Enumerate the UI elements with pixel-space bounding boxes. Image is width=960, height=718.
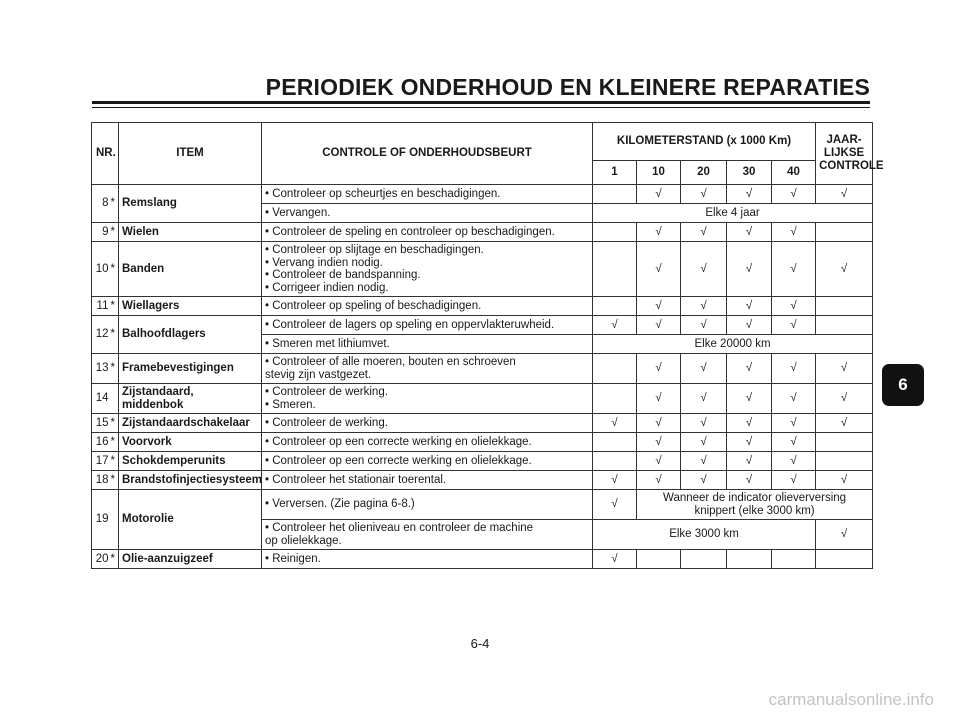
check-mark: [816, 433, 873, 452]
check-mark: √: [637, 414, 681, 433]
check-mark: √: [681, 316, 727, 335]
check-mark: √: [681, 414, 727, 433]
row-marker: [109, 384, 119, 414]
check-mark: [593, 185, 637, 204]
check-mark: √: [637, 316, 681, 335]
row-check: • Controleer op een correcte werking en olielekkage.: [262, 433, 593, 452]
header-check: CONTROLE OF ONDERHOUDSBEURT: [262, 123, 593, 185]
maintenance-table: [91, 122, 884, 569]
check-mark: [816, 316, 873, 335]
watermark: carmanualsonline.info: [768, 690, 934, 709]
row-item: Banden: [119, 242, 262, 297]
row-check: • Controleer het stationair toerental.: [262, 471, 593, 490]
row-item: Framebevestigingen: [119, 354, 262, 384]
chapter-tab-label: 6: [898, 375, 908, 394]
check-mark: [816, 452, 873, 471]
row-check: • Controleer de werking. • Smeren.: [262, 384, 593, 414]
row-marker: *: [109, 223, 119, 242]
interval-note: Elke 4 jaar: [593, 204, 873, 223]
row-number: 14: [92, 384, 109, 414]
check-mark: √: [637, 471, 681, 490]
check-mark: √: [816, 242, 873, 297]
row-number: 12: [92, 316, 109, 354]
row-number: 9: [92, 223, 109, 242]
check-mark: √: [816, 354, 873, 384]
check-mark: √: [772, 433, 816, 452]
check-mark: √: [637, 354, 681, 384]
check-mark: [681, 550, 727, 569]
chapter-tab[interactable]: [882, 364, 924, 406]
row-number: 16: [92, 433, 109, 452]
check-mark: √: [681, 433, 727, 452]
table-row: [92, 297, 873, 316]
title-rule-thin: [92, 107, 870, 108]
check-mark: √: [727, 414, 772, 433]
check-mark: √: [816, 471, 873, 490]
page-number: 6-4: [470, 636, 490, 651]
row-marker: *: [109, 354, 119, 384]
check-mark: √: [681, 354, 727, 384]
table-row: [92, 550, 873, 569]
table-row: [92, 185, 873, 204]
row-item: Olie-aanzuigzeef: [119, 550, 262, 569]
row-number: 11: [92, 297, 109, 316]
check-mark: [593, 384, 637, 414]
row-marker: *: [109, 452, 119, 471]
check-mark: √: [772, 414, 816, 433]
check-mark: √: [637, 185, 681, 204]
header-yearly: JAAR- LIJKSE CONTROLE: [816, 123, 873, 185]
check-mark: √: [681, 297, 727, 316]
check-mark: [816, 550, 873, 569]
header-km-30: 30: [727, 161, 772, 185]
check-mark: √: [593, 471, 637, 490]
row-number: 13: [92, 354, 109, 384]
interval-note: Elke 3000 km: [593, 520, 816, 550]
check-mark: √: [681, 242, 727, 297]
header-km: KILOMETERSTAND (x 1000 Km): [593, 123, 816, 161]
table-row: [92, 384, 873, 414]
check-mark: √: [727, 297, 772, 316]
row-item: Wielen: [119, 223, 262, 242]
row-number: 15: [92, 414, 109, 433]
row-check: • Controleer het olieniveau en controleer de machine op olielekkage.: [262, 520, 593, 550]
row-marker: *: [109, 185, 119, 223]
check-mark: [772, 550, 816, 569]
table-row: [92, 490, 873, 520]
row-check: • Controleer de speling en controleer op beschadigingen.: [262, 223, 593, 242]
check-mark: [637, 550, 681, 569]
row-item: Schokdemperunits: [119, 452, 262, 471]
check-mark: √: [727, 452, 772, 471]
check-mark: √: [727, 433, 772, 452]
check-mark: √: [681, 471, 727, 490]
table-row: [92, 354, 873, 384]
header-km-40: 40: [772, 161, 816, 185]
check-mark: √: [727, 242, 772, 297]
check-mark: √: [681, 185, 727, 204]
row-item: Motorolie: [119, 490, 262, 550]
check-mark: √: [727, 471, 772, 490]
table-row: [92, 316, 873, 335]
page-title: PERIODIEK ONDERHOUD EN KLEINERE REPARATIES: [265, 74, 870, 100]
check-mark: [593, 452, 637, 471]
check-mark: [816, 223, 873, 242]
check-mark: √: [816, 185, 873, 204]
check-mark: √: [727, 185, 772, 204]
header-km-1: 1: [593, 161, 637, 185]
row-number: 8: [92, 185, 109, 223]
check-mark: √: [816, 520, 873, 550]
interval-note: Elke 20000 km: [593, 335, 873, 354]
table-row: [92, 452, 873, 471]
row-check: • Vervangen.: [262, 204, 593, 223]
row-number: 20: [92, 550, 109, 569]
check-mark: √: [681, 384, 727, 414]
check-mark: [816, 297, 873, 316]
row-marker: *: [109, 550, 119, 569]
check-mark: √: [772, 242, 816, 297]
title-rule-thick: [92, 101, 870, 104]
check-mark: √: [637, 384, 681, 414]
check-mark: √: [772, 354, 816, 384]
row-item: Brandstofinjectiesysteem: [119, 471, 262, 490]
header-item: ITEM: [119, 123, 262, 185]
row-number: 17: [92, 452, 109, 471]
check-mark: [593, 297, 637, 316]
row-number: 10: [92, 242, 109, 297]
check-mark: √: [681, 223, 727, 242]
check-mark: √: [681, 452, 727, 471]
check-mark: √: [593, 414, 637, 433]
check-mark: √: [772, 384, 816, 414]
row-check: • Verversen. (Zie pagina 6-8.): [262, 490, 593, 520]
check-mark: √: [637, 452, 681, 471]
row-marker: *: [109, 414, 119, 433]
table-row: [92, 223, 873, 242]
interval-note: Wanneer de indicator olieverversing knippert (elke 3000 km): [637, 490, 873, 520]
check-mark: √: [772, 316, 816, 335]
check-mark: √: [727, 384, 772, 414]
row-marker: *: [109, 316, 119, 354]
table-row: [92, 242, 873, 297]
check-mark: √: [593, 316, 637, 335]
row-item: Balhoofdlagers: [119, 316, 262, 354]
check-mark: √: [772, 223, 816, 242]
check-mark: [593, 223, 637, 242]
check-mark: √: [772, 185, 816, 204]
check-mark: √: [816, 384, 873, 414]
row-check: • Controleer op scheurtjes en beschadigingen.: [262, 185, 593, 204]
row-check: • Controleer of alle moeren, bouten en schroeven stevig zijn vastgezet.: [262, 354, 593, 384]
table-row: [92, 471, 873, 490]
check-mark: [593, 354, 637, 384]
row-item: Wiellagers: [119, 297, 262, 316]
row-number: 18: [92, 471, 109, 490]
row-check: • Reinigen.: [262, 550, 593, 569]
check-mark: √: [637, 297, 681, 316]
row-check: • Controleer de lagers op speling en oppervlakteruwheid.: [262, 316, 593, 335]
row-check: • Controleer op slijtage en beschadigingen. • Vervang indien nodig. • Controleer de bandspanning. • Corrigeer indien nodig.: [262, 242, 593, 297]
row-check: • Controleer op een correcte werking en olielekkage.: [262, 452, 593, 471]
check-mark: √: [593, 490, 637, 520]
check-mark: [593, 242, 637, 297]
row-marker: *: [109, 242, 119, 297]
check-mark: √: [772, 297, 816, 316]
table-row: [92, 414, 873, 433]
row-check: • Smeren met lithiumvet.: [262, 335, 593, 354]
row-item: Voorvork: [119, 433, 262, 452]
row-item: Remslang: [119, 185, 262, 223]
row-check: • Controleer de werking.: [262, 414, 593, 433]
check-mark: √: [637, 242, 681, 297]
header-nr: NR.: [92, 123, 119, 185]
header-km-20: 20: [681, 161, 727, 185]
check-mark: √: [727, 223, 772, 242]
check-mark: √: [772, 452, 816, 471]
check-mark: √: [727, 316, 772, 335]
row-marker: [109, 490, 119, 550]
check-mark: √: [593, 550, 637, 569]
row-number: 19: [92, 490, 109, 550]
row-item: Zijstandaardschakelaar: [119, 414, 262, 433]
check-mark: √: [727, 354, 772, 384]
check-mark: √: [637, 223, 681, 242]
check-mark: √: [816, 414, 873, 433]
row-item: Zijstandaard, middenbok: [119, 384, 262, 414]
header-km-10: 10: [637, 161, 681, 185]
table-row: [92, 433, 873, 452]
check-mark: [727, 550, 772, 569]
row-marker: *: [109, 433, 119, 452]
check-mark: [593, 433, 637, 452]
check-mark: √: [637, 433, 681, 452]
row-check: • Controleer op speling of beschadigingen.: [262, 297, 593, 316]
check-mark: √: [772, 471, 816, 490]
row-marker: *: [109, 297, 119, 316]
row-marker: *: [109, 471, 119, 490]
